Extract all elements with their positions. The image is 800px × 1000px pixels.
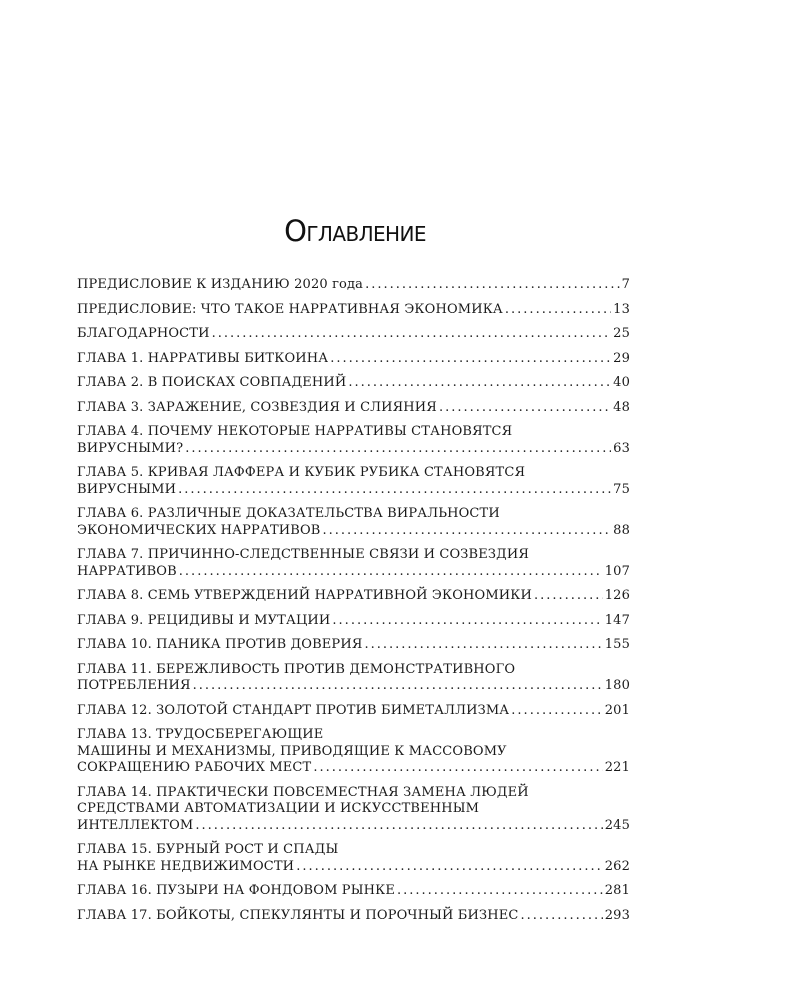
toc-entry-line [77,801,630,818]
toc-leader-dots [296,859,603,876]
toc-entry-title: НАРРАТИВОВ [77,563,177,579]
toc-entry-title: ГЛАВА 7. ПРИЧИННО-СЛЕДСТВЕННЫЕ СВЯЗИ И СОЗВЕЗДИЯ [77,547,529,562]
toc-entry-title: ГЛАВА 8. СЕМЬ УТВЕРЖДЕНИЙ НАРРАТИВНОЙ ЭКОНОМИКИ [77,588,532,603]
toc-leader-dots [179,564,603,581]
toc-page-number: 29 [613,350,630,366]
toc-entry [77,424,630,457]
toc-page-number: 126 [604,588,630,603]
toc-entry [77,326,630,343]
toc-entry-title: ПРЕДИСЛОВИЕ К ИЗДАНИЮ 2020 года [77,277,364,292]
toc-entry-title: ПОТРЕБЛЕНИЯ [77,678,191,693]
toc-entry-title: ВИРУСНЫМИ? [77,440,184,456]
toc-leader-dots [364,637,602,654]
toc-page-number: 221 [604,760,630,775]
toc-entry-line [77,842,630,859]
toc-page-number: 293 [604,907,630,923]
toc-entry-line [77,375,630,392]
toc-entry-line [77,424,630,441]
toc-entry-line [77,482,630,499]
toc-entry [77,883,630,900]
toc-page-number: 107 [604,563,630,579]
toc-entry-title: ГЛАВА 17. БОЙКОТЫ, СПЕКУЛЯНТЫ И ПОРОЧНЫЙ БИЗНЕС [77,907,519,923]
toc-entry-title: ГЛАВА 14. ПРАКТИЧЕСКИ ПОВСЕМЕСТНАЯ ЗАМЕНА ЛЮДЕЙ [77,784,529,800]
toc-entry-line [77,613,630,630]
table-of-contents [77,277,630,932]
toc-entry [77,662,630,695]
page-title: Оглавление [284,214,426,248]
toc-page-number: 75 [613,481,630,497]
toc-page-number: 25 [613,326,630,341]
toc-leader-dots [365,277,620,294]
toc-entry-title: ГЛАВА 10. ПАНИКА ПРОТИВ ДОВЕРИЯ [77,637,363,652]
toc-page-number: 48 [613,399,630,415]
toc-entry-line [77,465,630,482]
toc-entry-title: ГЛАВА 13. ТРУДОСБЕРЕГАЮЩИЕ [77,727,324,742]
toc-entry [77,375,630,392]
toc-entry [77,613,630,630]
toc-entry-line [77,564,630,581]
toc-entry [77,302,630,319]
toc-entry-line [77,637,630,654]
toc-leader-dots [348,375,611,392]
toc-entry-title: МАШИНЫ И МЕХАНИЗМЫ, ПРИВОДЯЩИЕ К МАССОВОМУ [77,743,507,759]
toc-entry-line [77,441,630,458]
toc-entry-line [77,662,630,679]
toc-entry-line [77,547,630,564]
toc-entry-title: СРЕДСТВАМИ АВТОМАТИЗАЦИИ И ИСКУССТВЕННЫМ [77,801,480,816]
toc-leader-dots [534,588,603,605]
toc-entry [77,547,630,580]
toc-entry-line [77,678,630,695]
toc-leader-dots [212,326,612,343]
toc-entry [77,465,630,498]
toc-entry-line [77,908,630,925]
toc-leader-dots [178,482,611,499]
toc-entry [77,703,630,720]
toc-leader-dots [193,678,603,695]
toc-entry-title: БЛАГОДАРНОСТИ [77,326,210,341]
toc-entry-line [77,302,630,319]
toc-entry-line [77,760,630,777]
toc-entry-title: ГЛАВА 1. НАРРАТИВЫ БИТКОИНА [77,350,329,366]
toc-page-number: 245 [604,817,630,833]
toc-entry [77,506,630,539]
toc-entry-title: ГЛАВА 16. ПУЗЫРИ НА ФОНДОВОМ РЫНКЕ [77,883,395,898]
toc-page-number: 201 [604,702,630,718]
toc-entry-line [77,818,630,835]
toc-page-number: 88 [613,522,630,538]
toc-entry [77,637,630,654]
toc-entry-line [77,859,630,876]
toc-entry-title: ВИРУСНЫМИ [77,481,177,497]
toc-entry-line [77,277,630,294]
toc-entry-title: ЭКОНОМИЧЕСКИХ НАРРАТИВОВ [77,522,321,538]
toc-entry-title: ГЛАВА 2. В ПОИСКАХ СОВПАДЕНИЙ [77,375,347,390]
toc-entry [77,727,630,777]
toc-entry-line [77,785,630,802]
toc-leader-dots [439,400,611,417]
toc-entry-title: ПРЕДИСЛОВИЕ: ЧТО ТАКОЕ НАРРАТИВНАЯ ЭКОНОМИКА [77,301,503,317]
toc-entry-line [77,727,630,744]
toc-page-number: 63 [613,440,630,456]
toc-entry-title: ГЛАВА 11. БЕРЕЖЛИВОСТЬ ПРОТИВ ДЕМОНСТРАТИВНОГО [77,661,516,677]
toc-entry-title: ИНТЕЛЛЕКТОМ [77,817,194,833]
toc-entry [77,785,630,835]
toc-leader-dots [520,908,602,925]
toc-entry-line [77,744,630,761]
toc-entry [77,908,630,925]
toc-entry-line [77,883,630,900]
toc-page-number: 180 [604,678,630,693]
toc-page-number: 281 [604,883,630,898]
toc-entry-title: ГЛАВА 6. РАЗЛИЧНЫЕ ДОКАЗАТЕЛЬСТВА ВИРАЛЬНОСТИ [77,506,500,521]
toc-entry-line [77,351,630,368]
toc-entry-title: ГЛАВА 4. ПОЧЕМУ НЕКОТОРЫЕ НАРРАТИВЫ СТАНОВЯТСЯ [77,424,513,439]
toc-entry-title: ГЛАВА 12. ЗОЛОТОЙ СТАНДАРТ ПРОТИВ БИМЕТАЛЛИЗМА [77,702,510,718]
toc-leader-dots [332,613,602,630]
toc-page-number: 262 [604,858,630,874]
toc-entry [77,400,630,417]
toc-page-number: 40 [613,375,630,390]
toc-leader-dots [195,818,602,835]
toc-page-number: 13 [613,301,630,317]
toc-leader-dots [313,760,602,777]
toc-leader-dots [330,351,611,368]
toc-entry-line [77,506,630,523]
toc-entry [77,842,630,875]
toc-entry-title: НА РЫНКЕ НЕДВИЖИМОСТИ [77,858,295,874]
toc-page-number: 155 [604,637,630,652]
toc-entry [77,588,630,605]
toc-entry-title: СОКРАЩЕНИЮ РАБОЧИХ МЕСТ [77,760,312,775]
toc-entry [77,277,630,294]
toc-entry-line [77,326,630,343]
toc-entry-line [77,703,630,720]
toc-entry-line [77,523,630,540]
toc-entry [77,351,630,368]
toc-entry-title: ГЛАВА 9. РЕЦИДИВЫ И МУТАЦИИ [77,612,331,628]
toc-leader-dots [505,302,611,319]
toc-entry-line [77,400,630,417]
toc-leader-dots [397,883,603,900]
toc-entry-title: ГЛАВА 15. БУРНЫЙ РОСТ И СПАДЫ [77,842,339,857]
toc-entry-title: ГЛАВА 5. КРИВАЯ ЛАФФЕРА И КУБИК РУБИКА СТАНОВЯТСЯ [77,465,526,480]
toc-entry-line [77,588,630,605]
toc-leader-dots [322,523,611,540]
toc-entry-title: ГЛАВА 3. ЗАРАЖЕНИЕ, СОЗВЕЗДИЯ И СЛИЯНИЯ [77,399,437,415]
toc-leader-dots [185,441,611,458]
toc-leader-dots [511,703,602,720]
toc-page-number: 7 [621,277,630,292]
toc-page-number: 147 [604,612,630,628]
